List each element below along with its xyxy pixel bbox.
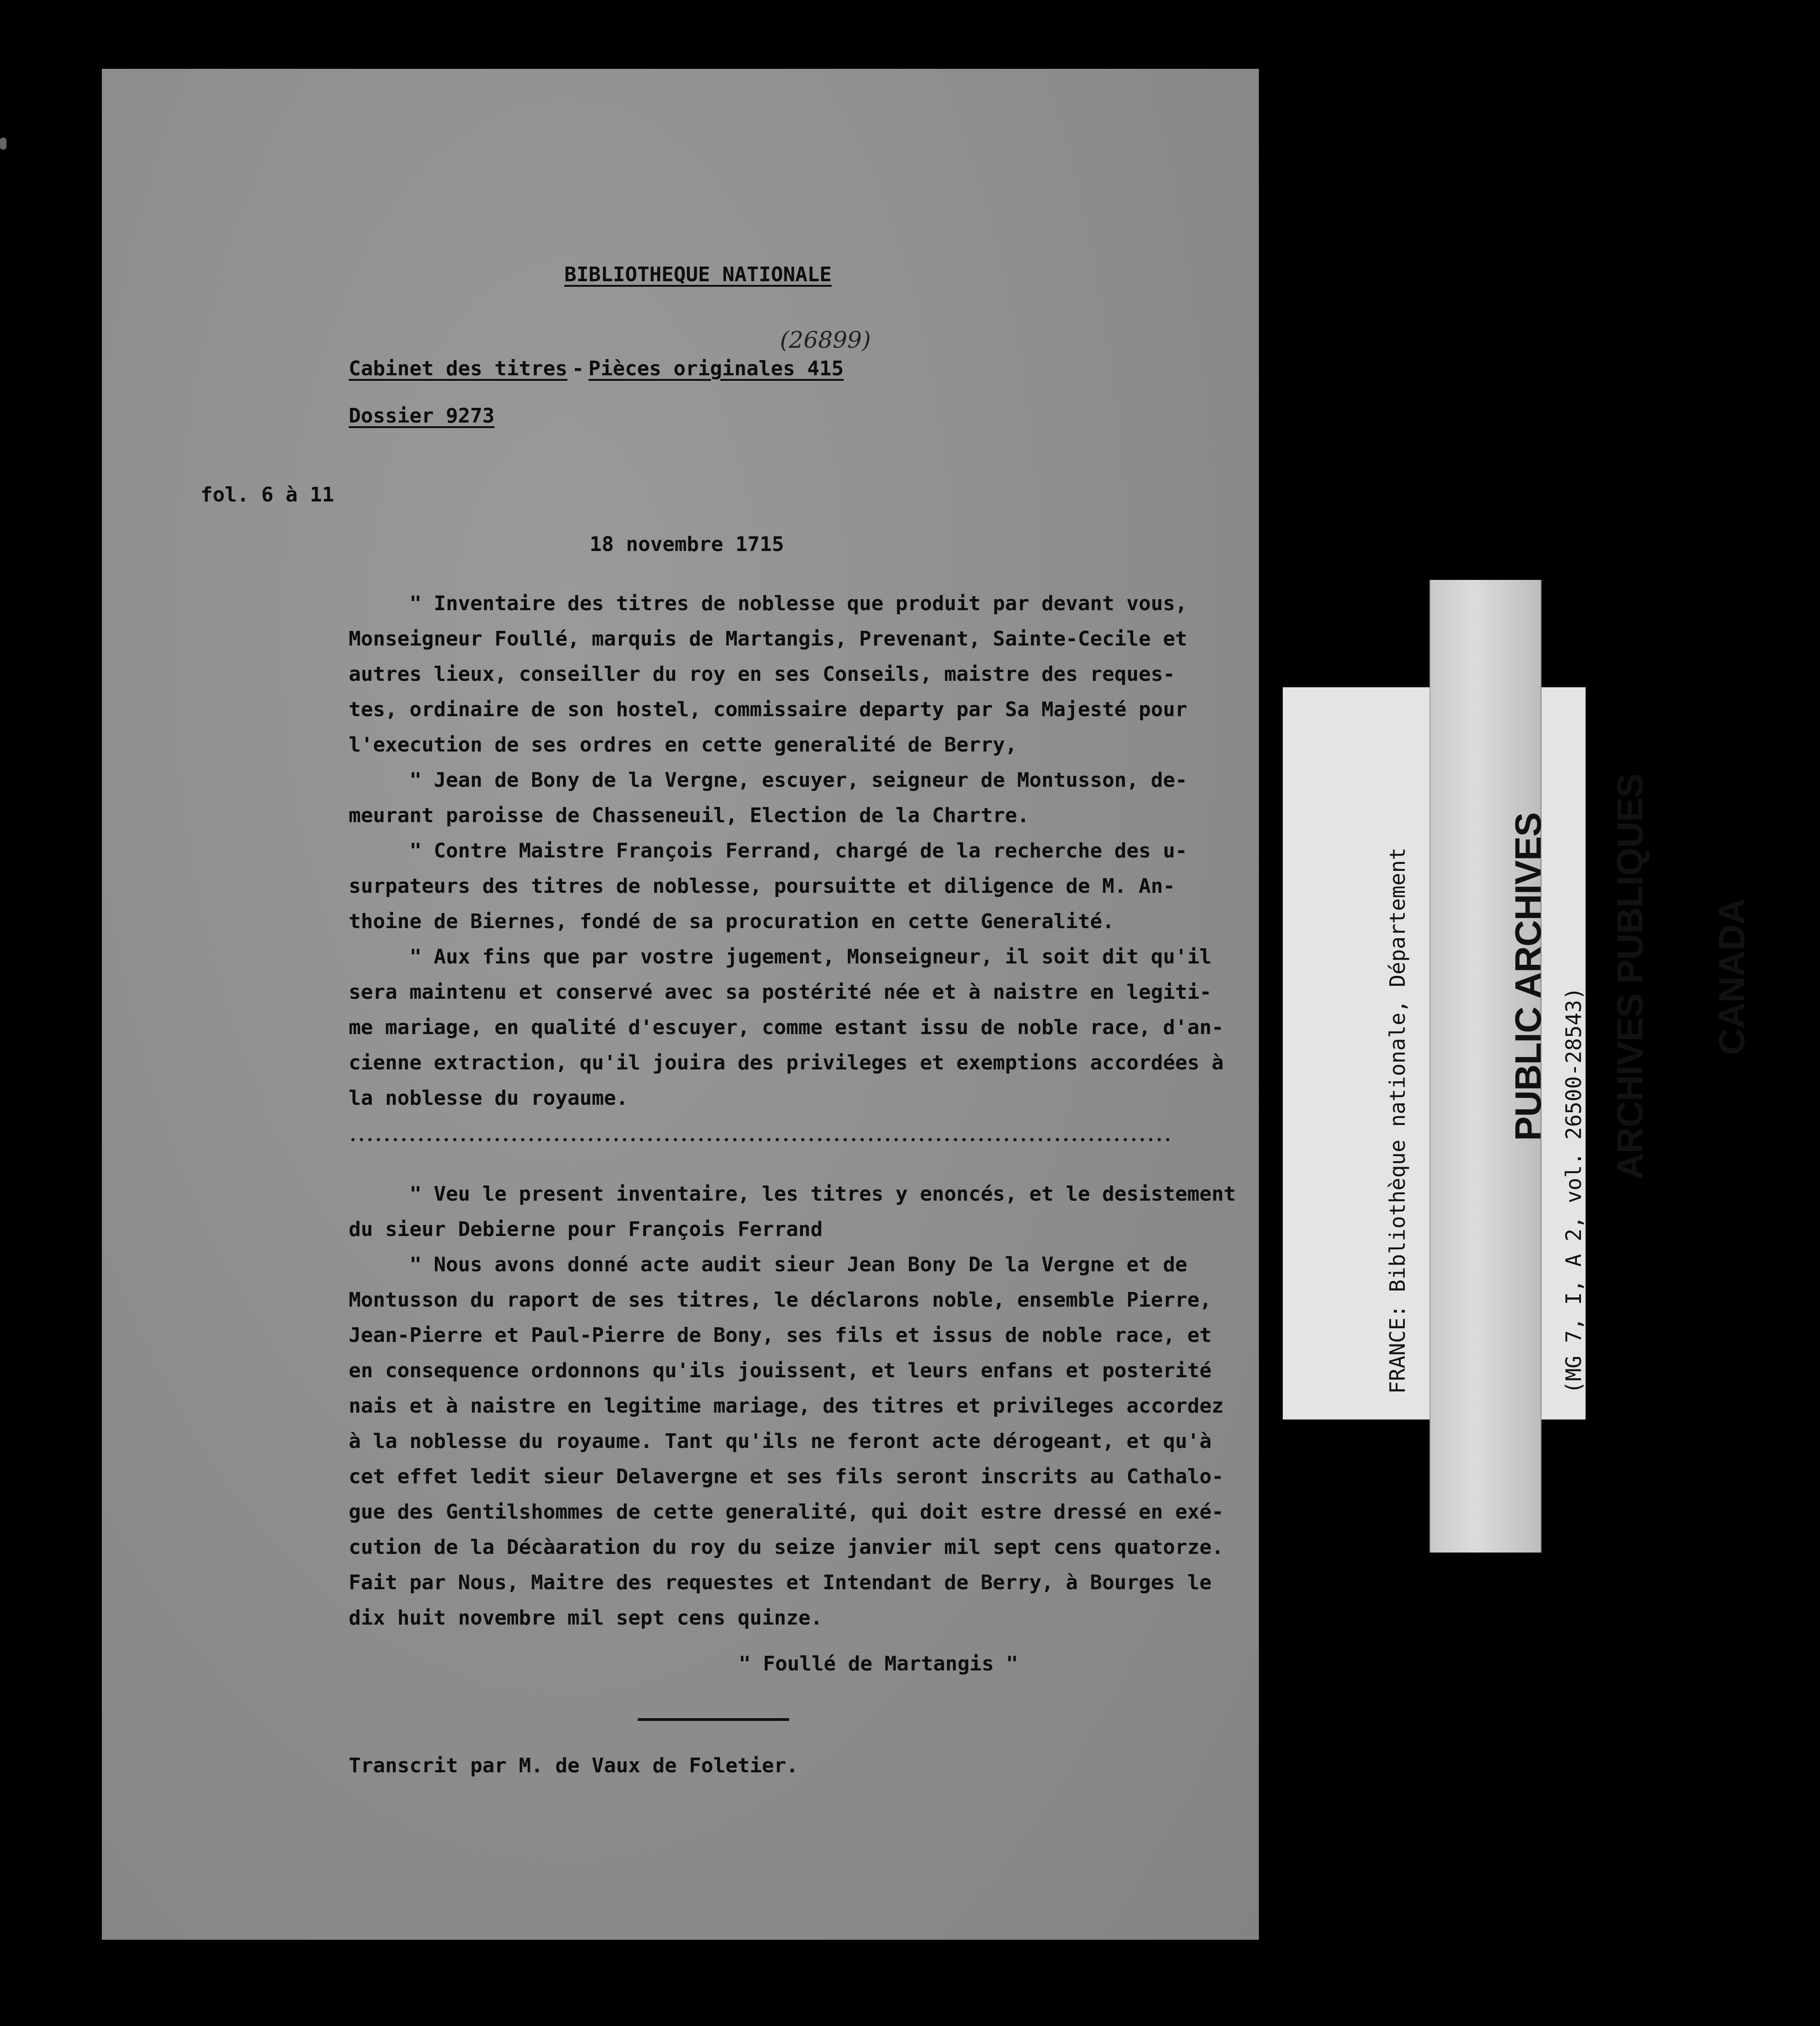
text-line: surpateurs des titres de noblesse, poursuitte et diligence de M. An- bbox=[349, 874, 1175, 898]
cabinet-line bbox=[349, 351, 844, 386]
text-line: la noblesse du royaume. bbox=[349, 1086, 629, 1110]
text-line: cienne extraction, qu'il jouira des privileges et exemptions accordées à bbox=[349, 1051, 1224, 1074]
text-line: " Veu le present inventaire, les titres y enoncés, et le desistement bbox=[349, 1182, 1236, 1206]
stamp-line: CANADA bbox=[1711, 898, 1752, 1055]
text-line: l'execution de ses ordres en cette generalité de Berry, bbox=[349, 733, 1017, 757]
signature-line: " Foullé de Martangis " bbox=[739, 1652, 1019, 1675]
text-line: dix huit novembre mil sept cens quinze. bbox=[349, 1606, 823, 1630]
stamp-line: ARCHIVES PUBLIQUES bbox=[1609, 774, 1650, 1180]
text-line: Monseigneur Foullé, marquis de Martangis, Prevenant, Sainte-Cecile et bbox=[349, 627, 1187, 651]
cabinet-label: Cabinet des titres bbox=[349, 357, 568, 380]
dossier-number: Dossier 9273 bbox=[349, 404, 495, 428]
folio-reference: fol. 6 à 11 bbox=[200, 483, 334, 506]
cabinet-separator: - bbox=[572, 357, 584, 380]
signature-rule bbox=[638, 1718, 789, 1721]
text-line: à la noblesse du royaume. Tant qu'ils ne feront acte dérogeant, et qu'à bbox=[349, 1430, 1212, 1453]
edge-mark bbox=[0, 138, 6, 150]
text-line: cution de la Décàaration du roy du seize janvier mil sept cens quatorze. bbox=[349, 1536, 1224, 1559]
stamp-line: PUBLIC ARCHIVES bbox=[1508, 813, 1548, 1141]
text-line: en consequence ordonnons qu'ils jouissent, et leurs enfans et posterité bbox=[349, 1359, 1212, 1382]
transcriber-note: Transcrit par M. de Vaux de Foletier. bbox=[349, 1754, 799, 1777]
dotted-separator bbox=[349, 1138, 1170, 1141]
text-line: Fait par Nous, Maitre des requestes et Intendant de Berry, à Bourges le bbox=[349, 1571, 1212, 1594]
paragraph-inventaire bbox=[349, 586, 1224, 1116]
text-line: sera maintenu et conservé avec sa postérité née et à naistre en legiti- bbox=[349, 980, 1212, 1004]
institution-heading: BIBLIOTHEQUE NATIONALE bbox=[564, 263, 832, 286]
slip-line: (MG 7, I, A 2, vol. 26500-28543) bbox=[1561, 987, 1586, 1394]
pieces-label: Pièces originales 415 bbox=[588, 357, 844, 380]
text-line: cet effet ledit sieur Delavergne et ses fils seront inscrits au Cathalo- bbox=[349, 1465, 1224, 1488]
text-line: autres lieux, conseiller du roy en ses Conseils, maistre des reques- bbox=[349, 662, 1175, 686]
text-line: Jean-Pierre et Paul-Pierre de Bony, ses fils et issus de noble race, et bbox=[349, 1324, 1212, 1347]
handwritten-reference: (26899) bbox=[780, 327, 871, 353]
text-line: tes, ordinaire de son hostel, commissaire departy par Sa Majesté pour bbox=[349, 698, 1187, 721]
text-line: du sieur Debierne pour François Ferrand bbox=[349, 1218, 823, 1241]
archive-stamp bbox=[1443, 695, 1817, 1259]
text-line: " Contre Maistre François Ferrand, chargé de la recherche des u- bbox=[349, 839, 1187, 863]
text-line: meurant paroisse de Chasseneuil, Election de la Chartre. bbox=[349, 804, 1030, 827]
document-date: 18 novembre 1715 bbox=[590, 533, 784, 556]
text-line: nais et à naistre en legitime mariage, des titres et privileges accordez bbox=[349, 1394, 1224, 1418]
text-line: me mariage, en qualité d'escuyer, comme estant issu de noble race, d'an- bbox=[349, 1016, 1224, 1039]
text-line: " Inventaire des titres de noblesse que produit par devant vous, bbox=[349, 592, 1187, 615]
text-line: " Jean de Bony de la Vergne, escuyer, seigneur de Montusson, de- bbox=[349, 768, 1187, 792]
text-line: gue des Gentilshommes de cette generalité, qui doit estre dressé en exé- bbox=[349, 1500, 1224, 1524]
paragraph-jugement bbox=[349, 1176, 1236, 1636]
text-line: Montusson du raport de ses titres, le déclarons noble, ensemble Pierre, bbox=[349, 1288, 1212, 1312]
slip-line: FRANCE: Bibliothèque nationale, Département bbox=[1385, 847, 1410, 1394]
text-line: " Nous avons donné acte audit sieur Jean Bony De la Vergne et de bbox=[349, 1253, 1187, 1276]
text-line: " Aux fins que par vostre jugement, Monseigneur, il soit dit qu'il bbox=[349, 945, 1212, 968]
text-line: thoine de Biernes, fondé de sa procuration en cette Generalité. bbox=[349, 910, 1114, 933]
